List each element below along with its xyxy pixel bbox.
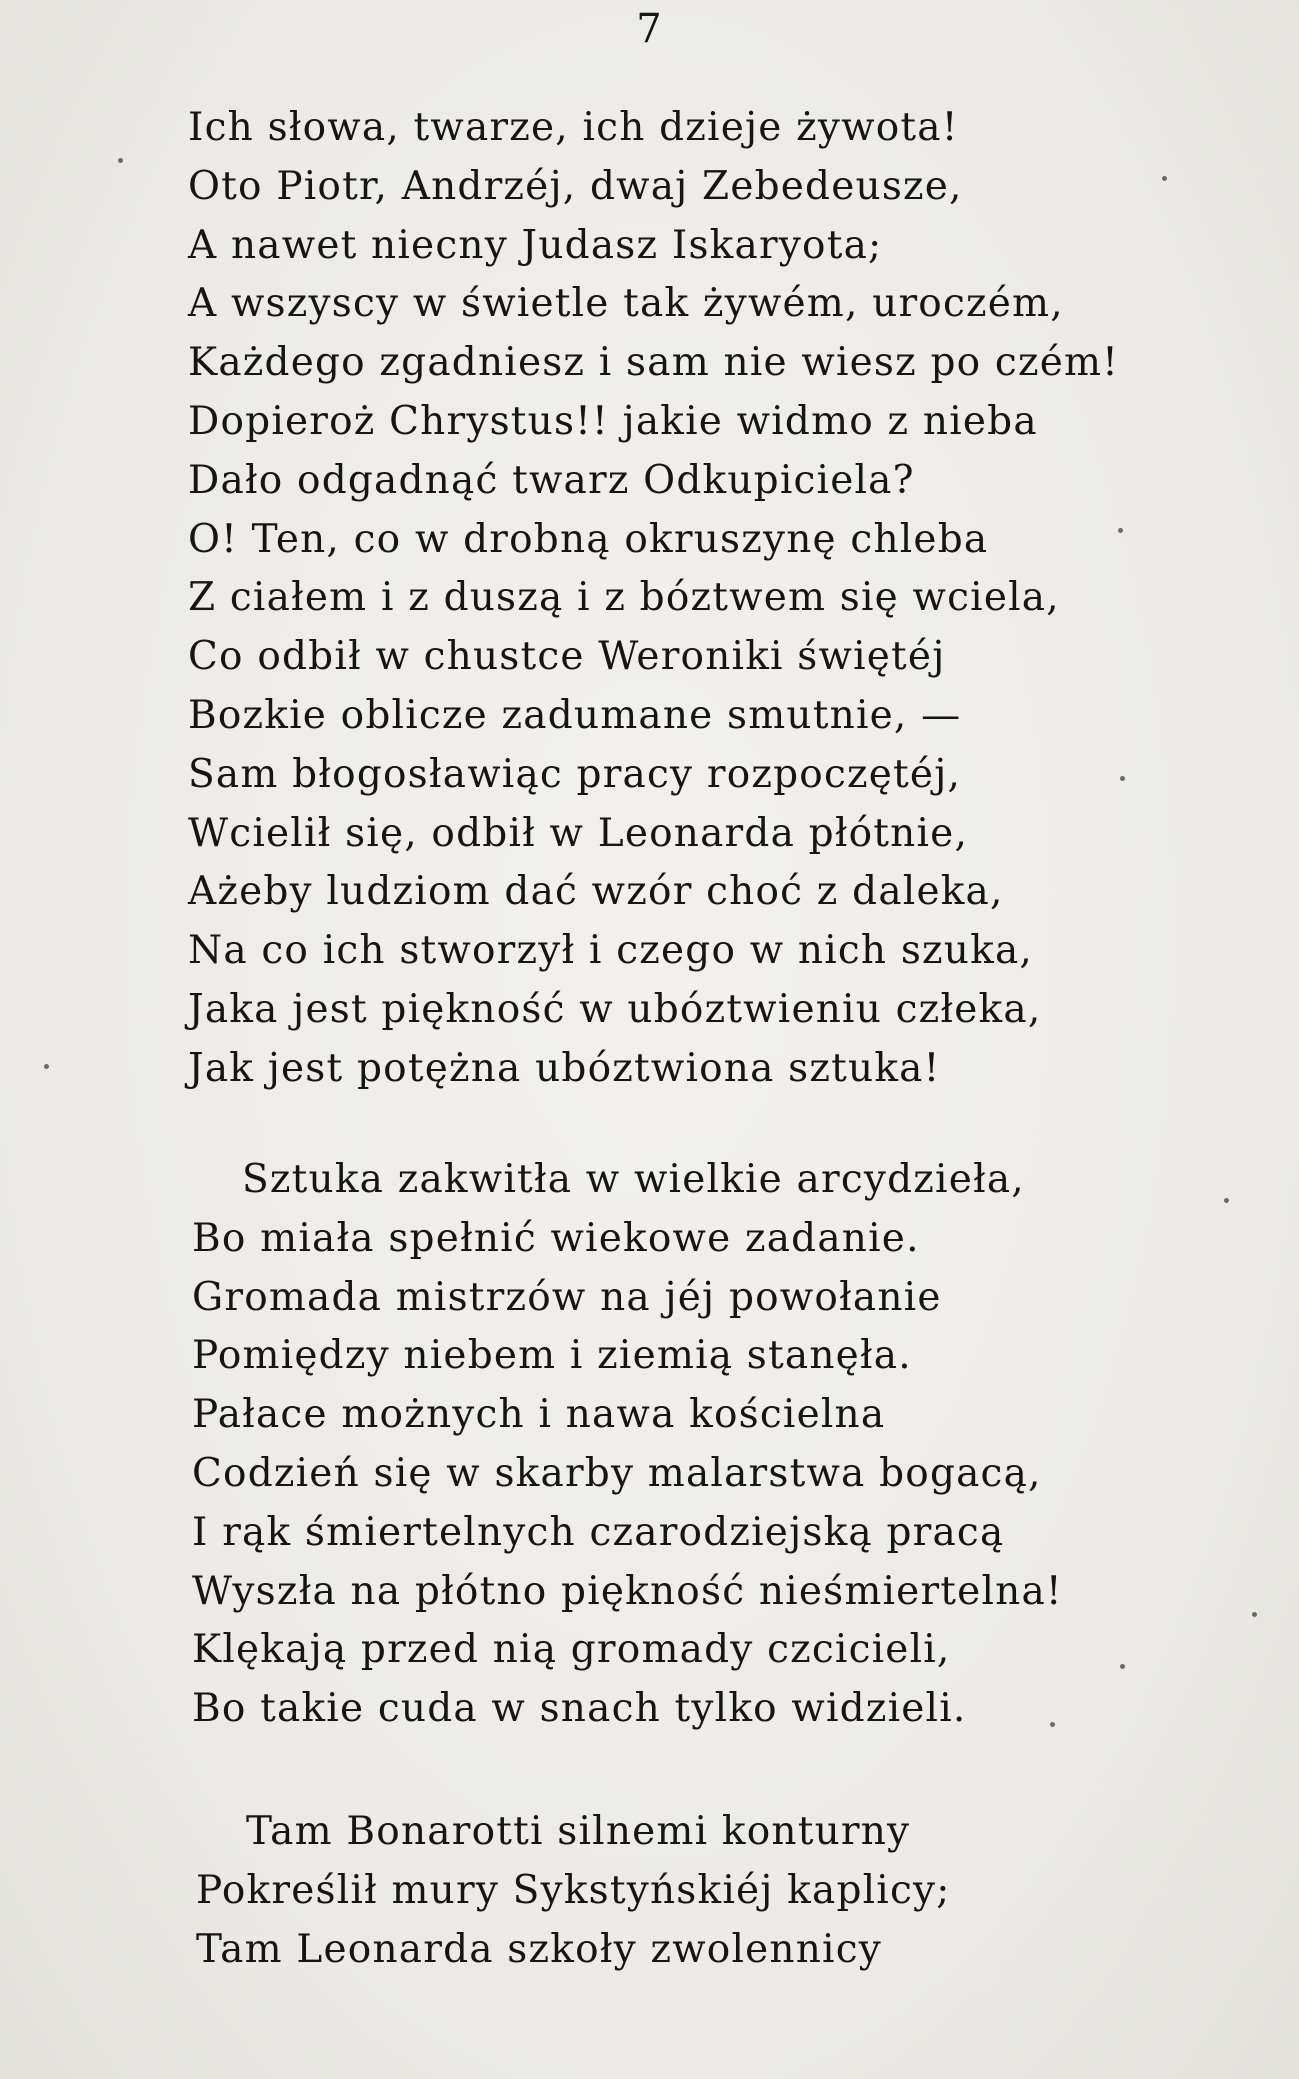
verse-line: Jaka jest piękność w ubóztwieniu człeka, bbox=[188, 986, 1042, 1032]
verse-line: Ich słowa, twarze, ich dzieje żywota! bbox=[188, 105, 959, 150]
verse-line: Tam Leonarda szkoły zwolennicy bbox=[196, 1926, 882, 1972]
verse-line: Bo takie cuda w snach tylko widzieli. bbox=[192, 1686, 967, 1732]
verse-line: Dało odgadnąć twarz Odkupiciela? bbox=[188, 457, 915, 503]
verse-line: Wcielił się, odbił w Leonarda płótnie, bbox=[188, 810, 969, 856]
verse-line: Na co ich stworzył i czego w nich szuka, bbox=[188, 928, 1034, 974]
verse-line: Gromada mistrzów na jéj powołanie bbox=[192, 1274, 942, 1320]
paper-speck bbox=[1120, 776, 1125, 781]
verse-line: I rąk śmiertelnych czarodziejską pracą bbox=[192, 1509, 1005, 1555]
paper-speck bbox=[118, 158, 123, 163]
verse-line: Oto Piotr, Andrzéj, dwaj Zebedeusze, bbox=[188, 163, 963, 209]
verse-line: Wyszła na płótno piękność nieśmiertelna! bbox=[192, 1568, 1063, 1614]
verse-line: O! Ten, co w drobną okruszynę chleba bbox=[188, 516, 989, 562]
verse-line: Bo miała spełnić wiekowe zadanie. bbox=[192, 1215, 920, 1261]
verse-line: Pomiędzy niebem i ziemią stanęła. bbox=[192, 1333, 912, 1379]
verse-line: Pokreślił mury Sykstyńskiéj kaplicy; bbox=[196, 1867, 951, 1913]
verse-line: Bozkie oblicze zadumane smutnie, — bbox=[188, 692, 962, 738]
stanza-1 bbox=[188, 99, 1119, 1099]
paper-speck bbox=[1050, 1722, 1055, 1727]
verse-line: Klękają przed nią gromady czcicieli, bbox=[192, 1627, 951, 1673]
verse-line: Codzień się w skarby malarstwa bogacą, bbox=[192, 1450, 1042, 1496]
paper-speck bbox=[1162, 176, 1167, 181]
stanza-3 bbox=[196, 1803, 951, 1979]
verse-line: Tam Bonarotti silnemi konturny bbox=[246, 1809, 911, 1854]
verse-line: A wszyscy w świetle tak żywém, uroczém, bbox=[188, 281, 1064, 327]
verse-line: Sam błogosławiąc pracy rozpoczętéj, bbox=[188, 751, 962, 797]
verse-line: A nawet niecny Judasz Iskaryota; bbox=[188, 222, 883, 268]
paper-speck bbox=[1224, 1198, 1229, 1203]
verse-line: Ażeby ludziom dać wzór choć z daleka, bbox=[188, 869, 1004, 915]
verse-line: Pałace możnych i nawa kościelna bbox=[192, 1392, 886, 1438]
verse-line: Jak jest potężna ubóztwiona sztuka! bbox=[188, 1045, 941, 1091]
paper-speck bbox=[1120, 1664, 1125, 1669]
page-number: 7 bbox=[636, 6, 663, 52]
paper-speck bbox=[44, 1064, 49, 1069]
verse-line: Każdego zgadniesz i sam nie wiesz po czém! bbox=[188, 340, 1120, 386]
verse-line: Sztuka zakwitła w wielkie arcydzieła, bbox=[242, 1157, 1025, 1202]
verse-line: Z ciałem i z duszą i z bóztwem się wciela, bbox=[188, 575, 1060, 621]
verse-line: Dopieroż Chrystus!! jakie widmo z nieba bbox=[188, 398, 1038, 444]
verse-line: Co odbił w chustce Weroniki świętéj bbox=[188, 634, 946, 680]
paper-speck bbox=[1252, 1612, 1257, 1617]
paper-speck bbox=[1118, 528, 1123, 533]
stanza-2 bbox=[192, 1151, 1063, 1739]
